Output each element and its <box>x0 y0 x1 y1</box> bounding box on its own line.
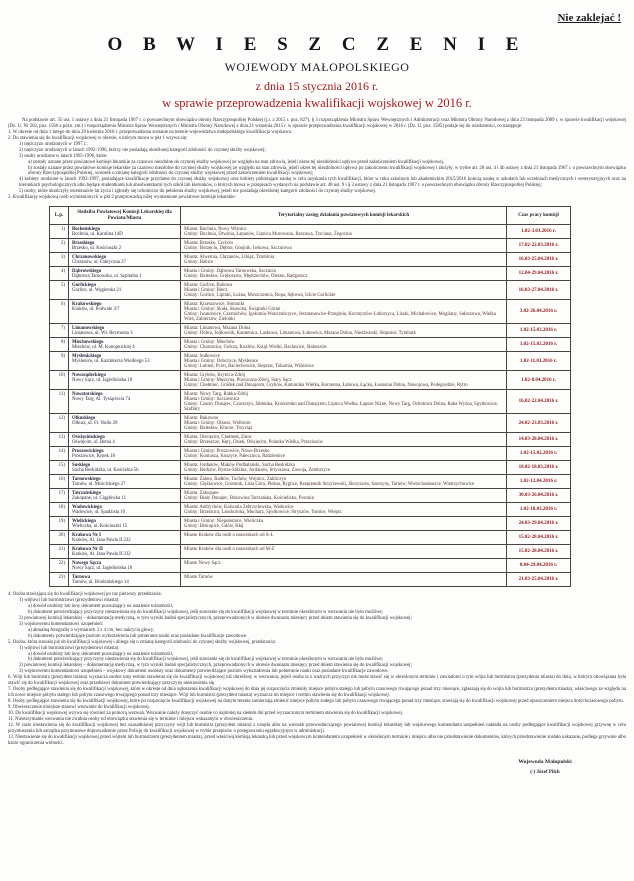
commission-name: Tatrzańskiego <box>72 490 101 496</box>
commission-seat-cell <box>69 281 181 300</box>
territory-line: Gminy: Bolesław, Klucze, Trzyciąż <box>184 425 253 431</box>
post-text-line: 11. Nieotrzymanie wezwania nie zwalnia osoby od obowiązku stawienia się w terminie i miejscu wskazanym w obwieszczeniu. <box>8 716 254 722</box>
territory-cell <box>181 503 507 517</box>
post-text-line: 3) wojskowemu komendantowi uzupełnień – wojskowy dokument osobisty oraz dokumenty potwierdzające poziom wykształcenia lub pobieranie nauki oraz posiadane kwalifikacje zawodowe. <box>19 669 389 675</box>
work-period-cell: 18.02-18.03.2016 r. <box>507 461 571 475</box>
table-row <box>50 390 571 414</box>
post-text-line: 5. Osoba, która stawała już do kwalifikacji wojskowej i ubiega się o zmianę kategorii zdolności do czynnej służby wojskowej, przedstawia: <box>8 639 277 645</box>
table-row <box>50 531 571 545</box>
header-time: Czas pracy komisji <box>507 207 571 225</box>
work-period-cell: 14.03-28.04.2016 r. <box>507 433 571 447</box>
work-period-cell: 21.03-25.04.2016 r. <box>507 573 571 587</box>
commission-address: Miechów, ul. M. Konopnickiej 4 <box>72 344 135 350</box>
territory-cell <box>181 239 507 253</box>
row-number-cell: 20) <box>50 531 69 545</box>
territory-cell <box>181 338 507 352</box>
commission-name: Krakowa Nr II <box>72 546 103 552</box>
work-period-cell: 24.02-23.03.2016 r. <box>507 414 571 433</box>
territory-line: Miasta: Gorlice, Bobowa <box>184 282 233 288</box>
table-header <box>50 207 571 225</box>
commission-address: Kraków, Al. Jana Pawła II 232 <box>72 551 131 557</box>
document-subject-line: w sprawie przeprowadzenia kwalifikacji wojskowej w 2016 r. <box>162 96 472 110</box>
row-number-cell: 19) <box>50 517 69 531</box>
territory-line: Miasta i Gminy: Skała, Skawina, Świątniki Górne <box>184 306 281 312</box>
row-number-cell: 14) <box>50 447 69 461</box>
post-text-line: 1) wójtowi lub burmistrzowi (prezydentowi miasta): <box>19 645 120 651</box>
commission-address: Gorlice, ul. Węgierska 21 <box>72 287 122 293</box>
post-text-line: 9. Obwieszczenie niniejsze stanowi wezwanie do kwalifikacji wojskowej. <box>8 704 150 710</box>
territory-line: Miasta: Grybów, Krynica-Zdrój <box>184 372 246 378</box>
territory-cell <box>181 352 507 371</box>
territory-cell <box>181 300 507 324</box>
commission-name: Krakowa Nr I <box>72 532 101 538</box>
territory-line: Gminy: Biały Dunajec, Bukowina Tatrzańska, Kościelisko, Poronin <box>184 495 315 501</box>
commission-name: Wielickiego <box>72 518 96 524</box>
territory-cell <box>181 371 507 390</box>
document-subtitle: WOJEWODY MAŁOPOLSKIEGO <box>224 60 410 74</box>
table-row <box>50 545 571 559</box>
work-period-cell: 1.02-15.03.2016 r. <box>507 324 571 338</box>
commission-seat-cell <box>69 352 181 371</box>
territory-cell <box>181 559 507 573</box>
territory-line: Gminy: Bolesław, Gręboszów, Mędrzechów, Olesno, Radgoszcz <box>184 273 308 279</box>
work-period-cell: 15.02-28.04.2016 r. <box>507 545 571 559</box>
row-number-cell: 12) <box>50 414 69 433</box>
territory-cell <box>181 281 507 300</box>
commission-name: Suskiego <box>72 462 91 468</box>
territory-cell <box>181 461 507 475</box>
header-seat: Siedziba Powiatowej Komisji Lekarskiej dla Powiatu/Miasta <box>69 207 181 225</box>
commission-address: Limanowa, ul. Wł. Reymonta 3 <box>72 330 133 336</box>
territory-line: Miasta: Krzeszowice, Słomniki <box>184 301 245 307</box>
commission-name: Proszowickiego <box>72 448 104 454</box>
commission-address: Wieliczka, ul. Kościuszki 15 <box>72 523 128 529</box>
territory-line: Miasta: Andrychów, Kalwaria Zebrzydowska, Wadowice <box>184 504 294 510</box>
territory-cell <box>181 573 507 587</box>
work-period-cell: 16.02-22.04.2016 r. <box>507 390 571 414</box>
post-text-line: 7. Osoby podlegające stawieniu się do kwalifikacji wojskowej, które w okresie od dnia ogłoszenia kwalifikacji wojskowej do dnia jej rozpoczęcia zmieniły miejsce pobytu stałego lub pobytu czasowego trwającego ponad trzy miesiące, zgłaszają się do wójta lub burmistrza (prezydenta miasta), właściwego ze względu na ich nowe miejsce pobytu stałego lub pobytu czasowego trwającego ponad trzy miesiące. Wójt lub burmistrz (prezydent miasta) wyznacza im miejsce i termin stawienia się do kwalifikacji wojskowej. <box>8 687 626 699</box>
preamble-line: 3) osoby urodzone w latach 1995-1996, które: <box>19 153 108 159</box>
row-number-cell: 15) <box>50 461 69 475</box>
territory-line: Gminy: Bochnia, Drwinia, Łapanów, Lipnica Murowana, Rzezawa, Trzciana, Żegocina <box>184 231 352 237</box>
commission-seat-cell <box>69 253 181 267</box>
commission-name: Myślenickiego <box>72 353 102 359</box>
row-number-cell: 3) <box>50 253 69 267</box>
row-number-cell: 4) <box>50 267 69 281</box>
territory-cell <box>181 253 507 267</box>
post-text-line: 2) powiatowej komisji lekarskiej – dokumentację medyczną, w tym wyniki badań specjalistycznych, przeprowadzonych w okresie dwunastu miesięcy przed dniem stawienia się do kwalifikacji wojskowej; <box>19 663 412 669</box>
preamble-line: Na podstawie art. 35 ust. 1 ustawy z dnia 21 listopada 1967 r. o powszechnym obowiązku obrony Rzeczypospolitej Polskiej (j.t. z 2015 r. poz. 827), § 3 rozporządzenia Ministra Spraw Wewnętrznych i Administracji oraz Ministra Obrony Narodowej z dnia 23 listopada 2009 r. w sprawie kwalifikacji wojskowej (Dz. U. Nr 202, poz. 1566 z późn. zm.) i rozporządzenia Ministra Spraw Wewnętrznych i Ministra Obrony Narodowej z dnia 21 września 2015 r. w sprawie przeprowadzenia kwalifikacji wojskowej w 2016 r. (Dz. U. poz. 1585) podaje się do wiadomości, co następuje: <box>8 118 626 129</box>
commission-name: Dąbrowskiego <box>72 268 102 274</box>
commission-seat-cell <box>69 239 181 253</box>
table-row <box>50 239 571 253</box>
territory-line: Miasta: Sułkowice <box>184 353 220 359</box>
row-number-cell: 9) <box>50 352 69 371</box>
commission-address: Oświęcim, ul. Bema 4 <box>72 439 115 445</box>
row-number-cell: 8) <box>50 338 69 352</box>
commission-name: Limanowskiego <box>72 325 105 331</box>
table-row <box>50 433 571 447</box>
commission-seat-cell <box>69 573 181 587</box>
signature-block <box>480 759 610 775</box>
preamble-line: 3. Kwalifikację wojskową osób wymienionych w pkt 2 przeprowadzą niżej wymienione powiatowe komisje lekarskie: <box>8 195 236 201</box>
row-number-cell: 18) <box>50 503 69 517</box>
table-row <box>50 475 571 489</box>
table-row <box>50 489 571 503</box>
territory-line: Miasta i Gminy: Niepołomice, Wieliczka <box>184 518 263 524</box>
territory-cell <box>181 324 507 338</box>
commission-address: Proszowice, Rynek 18 <box>72 453 115 459</box>
commission-address: Nowy Sącz, ul. Jagiellońska 18 <box>72 565 133 571</box>
preamble-line: 2) mężczyzn urodzonych w latach 1992-1996, którzy nie posiadają określonej kategorii zdolności do czynnej służby wojskowej; <box>19 147 266 153</box>
preamble-line: 5) osoby, które ukończyły osiemnaście lat życia i zgłosiły się ochotniczo do pełnienia służby wojskowej, jeżeli nie posiadają określonej kategorii zdolności do czynnej służby wojskowej. <box>19 189 377 195</box>
commissions-table <box>49 206 571 587</box>
commission-address: Olkusz, ul. Fr. Nullo 29 <box>72 420 118 426</box>
commission-seat-cell <box>69 503 181 517</box>
work-period-cell: 1.02-3.03.2016 r. <box>507 225 571 239</box>
work-period-cell: 17.02-22.03.2016 r. <box>507 239 571 253</box>
commission-name: Oświęcimskiego <box>72 434 105 440</box>
territory-cell <box>181 517 507 531</box>
commission-address: Tarnów, ul. Brodzińskiego 14 <box>72 579 129 585</box>
do-not-seal-note: Nie zaklejać ! <box>557 12 621 24</box>
commission-address: Tarnów, ul. Mościckiego 27 <box>72 481 126 487</box>
work-period-cell: 1.02-8.04.2016 r. <box>507 371 571 390</box>
territory-line: Miasta i Gminy: Szczawnica <box>184 396 240 402</box>
commission-name: Tarnowskiego <box>72 476 101 482</box>
post-text-line: a) dowód osobisty lub inny dokument pozwalający na ustalenie tożsamości, <box>28 651 174 657</box>
table-row <box>50 352 571 371</box>
row-number-cell: 22) <box>50 559 69 573</box>
territory-line: Gminy: Borzęcin, Dębno, Gnojnik, Iwkowa, Szczurowa <box>184 245 292 251</box>
table-row <box>50 253 571 267</box>
post-text-line: 12. W razie niestawienia się do kwalifikacji wojskowej bez uzasadnionej przyczyny wójt lub burmistrz (prezydent miasta) z urzędu albo na wniosek przewodniczącego powiatowej komisji lekarskiej lub wojskowego komendanta uzupełnień nakłada na osoby podlegające kwalifikacji wojskowej grzywnę w celu przymuszenia lub zarządza przymusowe doprowadzenie przez Policję do kwalifikacji wojskowej w trybie przepisów o postępowaniu egzekucyjnym w administracji. <box>8 722 626 734</box>
post-text-line: 3) wojskowemu komendantowi uzupełnień: <box>19 621 104 627</box>
preamble-line: 1) mężczyzn urodzonych w 1997 r.; <box>19 141 88 147</box>
territory-cell <box>181 390 507 414</box>
territory-cell <box>181 225 507 239</box>
post-text-line: a) aktualną fotografię o wymiarach 3 x 4 cm, bez nakrycia głowy, <box>28 627 155 633</box>
territory-line: Gminy: Koniusza, Koszyce, Pałecznica, Radziemice <box>184 453 285 459</box>
commission-seat-cell <box>69 324 181 338</box>
commission-address: Nowy Targ, Al. Tysiąclecia 74 <box>72 396 131 402</box>
territory-line: Miasto Nowy Sącz <box>184 560 221 566</box>
commission-name: Krakowskiego <box>72 301 102 307</box>
work-period-cell: 24.03-29.04.2016 r. <box>507 517 571 531</box>
territory-line: Miasta: Jordanów, Maków Podhalański, Sucha Beskidzka <box>184 462 295 468</box>
table-row <box>50 225 571 239</box>
work-period-cell: 8.04-29.04.2016 r. <box>507 559 571 573</box>
post-text-line: 13. Niestawienie się do kwalifikacji wojskowej przed wójtem lub burmistrzem (prezydentem miasta), przed właściwą komisją lekarską lub przed wojskowym komendantem uzupełnień w określonym terminie i miejscu albo nie przedstawienie dokumentów, których przedstawienie zostało nakazane, podlega grzywnie albo karze ograniczenia wolności. <box>8 734 626 746</box>
row-number-cell: 17) <box>50 489 69 503</box>
table-body <box>50 225 571 587</box>
post-text-line: 4. Osoba stawiająca się do kwalifikacji wojskowej po raz pierwszy przedstawia: <box>8 592 162 598</box>
work-period-cell: 15.02-28.04.2016 r. <box>507 531 571 545</box>
table-row <box>50 517 571 531</box>
territory-line: Miasta i Gminy: Biecz <box>184 287 228 293</box>
commission-seat-cell <box>69 414 181 433</box>
commission-address: Myślenice, ul. Kazimierza Wielkiego 53 <box>72 358 150 364</box>
territory-cell <box>181 267 507 281</box>
territory-line: Miasta: Żabno, Radłów, Tuchów, Wojnicz, Zakliczyn <box>184 476 287 482</box>
commission-seat-cell <box>69 300 181 324</box>
table-row <box>50 371 571 390</box>
commission-name: Wadowickiego <box>72 504 102 510</box>
territory-line: Gminy: Iwanowice, Czernichów, Igołomia-Wawrzeńczyce, Jerzmanowice-Przeginia, Kocmyrzów-Luborzyca, Liszki, Michałowice, Mogilany, Sułoszowa, Wielka Wieś, Zabierzów, Zielonki <box>184 311 496 322</box>
territory-line: Gminy: Dobra, Jodłownik, Kamienica, Laskowa, Limanowa, Łukowica, Mszana Dolna, Niedźwiedź, Słopnice, Tymbark <box>184 330 416 336</box>
commission-address: Nowy Sącz, ul. Jagiellońska 18 <box>72 377 133 383</box>
commission-seat-cell <box>69 517 181 531</box>
territory-line: Gminy: Chełmiec, Gródek nad Dunajcem, Grybów, Kamionka Wielka, Korzenna, Łabowa, Łącko, Łososina Dolna, Nawojowa, Podegrodzie, Rytro <box>184 382 468 388</box>
territory-line: Miasto Kraków dla osób o nazwiskach od M-Ż <box>184 546 275 552</box>
territory-cell <box>181 531 507 545</box>
territory-line: Miasta i Gminy: Miechów <box>184 339 235 345</box>
commission-address: Kraków, Al. Jana Pawła II 232 <box>72 537 131 543</box>
territory-line: Miasta i Gminy: Proszowice, Nowe Brzesko <box>184 448 270 454</box>
territory-cell <box>181 433 507 447</box>
territory-line: Miasta i Gminy: Dąbrowa Tarnowska, Szczucin <box>184 268 277 274</box>
territory-line: Miasto Tarnów <box>184 574 214 580</box>
commission-seat-cell <box>69 338 181 352</box>
commission-seat-cell <box>69 267 181 281</box>
commission-name: Chrzanowskiego <box>72 254 107 260</box>
row-number-cell: 6) <box>50 300 69 324</box>
territory-cell <box>181 545 507 559</box>
territory-line: Miasta: Brzesko, Czchów <box>184 240 234 246</box>
work-period-cell: 1.02-15.02.2016 r. <box>507 447 571 461</box>
commission-name: Tarnowa <box>72 574 91 580</box>
territory-line: Gminy: Gorlice, Lipinki, Łużna, Moszczenica, Ropa, Sękowa, Uście Gorlickie <box>184 292 336 298</box>
row-number-cell: 1) <box>50 225 69 239</box>
header-lp: L.p. <box>50 207 69 225</box>
post-text-line: 6. Wójt lub burmistrz (prezydent miasta) wyznacza osobie inny termin stawienia się do kwalifikacji wojskowej niż określony w wezwaniu, jeżeli osoba ta z ważnych przyczyn nie może stawić się w określonym terminie i zawiadomi o tym wójta lub burmistrza (prezydenta miasta) do dnia, w którym obowiązana była stawić się do kwalifikacji wojskowej oraz przedstawi dokument potwierdzający przyczyny niestawienia się. <box>8 675 626 687</box>
territory-line: Miasta i Gminy: Dobczyce, Myślenice <box>184 358 259 364</box>
commission-name: Brzeskiego <box>72 240 95 246</box>
work-period-cell: 1.02-18.03.2016 r. <box>507 503 571 517</box>
territory-line: Gminy: Brzeźnica, Lanckorona, Mucharz, Spytkowice, Stryszów, Tomice, Wieprz <box>184 509 342 515</box>
preamble-text <box>8 118 626 201</box>
commission-name: Olkuskiego <box>72 415 96 421</box>
commission-address: Dąbrowa Tarnowska, ul. Szpitalna 1 <box>72 273 142 279</box>
post-text-line: a) dowód osobisty lub inny dokument pozwalający na ustalenie tożsamości, <box>28 604 174 609</box>
territory-line: Miasta: Bukowno <box>184 415 219 421</box>
preamble-line: b) zostały uznane przez powiatowe komisje lekarskie za czasowo niezdolne do czynnej służby wojskowej ze względu na stan zdrowia, jeżeli okres tej niezdolności upływa po zakończeniu kwalifikacji wojskowej i złożyły, w trybie art. 28 ust. 4 i 4b ustawy z dnia 21 listopada 1967 r. o powszechnym obowiązku obrony Rzeczypospolitej Polskiej, wniosek o zmianę kategorii zdolności do czynnej służby wojskowej przed zakończeniem kwalifikacji wojskowej; <box>28 165 626 177</box>
post-text-line: b) dokumenty potwierdzające poziom wykształcenia lub pobieranie nauki oraz posiadane kwalifikacje zawodowe. <box>28 633 248 639</box>
work-period-cell: 1.02-11.03.2016 r. <box>507 352 571 371</box>
row-number-cell: 16) <box>50 475 69 489</box>
territory-line: Gminy: Biskupice, Gdów, Kłaj <box>184 523 244 529</box>
territory-line: Gminy: Charsznica, Gołcza, Kozłów, Książ Wielki, Racławice, Słaboszów <box>184 344 328 350</box>
commission-seat-cell <box>69 390 181 414</box>
commission-seat-cell <box>69 371 181 390</box>
table-row <box>50 267 571 281</box>
table-row <box>50 281 571 300</box>
work-period-cell: 30.03-26.04.2016 r. <box>507 489 571 503</box>
post-text-line: b) dokument potwierdzający przyczyny niestawienia się do kwalifikacji wojskowej, jeśli stawienie się do kwalifikacji wojskowej w terminie określonym w wezwaniu nie było możliwe; <box>28 609 384 615</box>
table-row <box>50 338 571 352</box>
territory-line: Miasta: Alwernia, Chrzanów, Libiąż, Trzebinia <box>184 254 275 260</box>
post-text-line: b) dokument potwierdzający przyczyny niestawienia się do kwalifikacji wojskowej, jeśli stawienie się do kwalifikacji wojskowej w terminie określonym w wezwaniu nie było możliwe; <box>28 657 384 663</box>
row-number-cell: 10) <box>50 371 69 390</box>
commission-seat-cell <box>69 461 181 475</box>
work-period-cell: 16.03-25.04.2016 r. <box>507 253 571 267</box>
territory-line: Miasta: Oświęcim, Chełmek, Zator <box>184 434 252 440</box>
table-row <box>50 573 571 587</box>
table-row <box>50 414 571 433</box>
territory-line: Miasta: Bochnia, Nowy Wiśnicz <box>184 226 247 232</box>
territory-line: Miasta: Limanowa, Mszana Dolna <box>184 325 251 331</box>
commission-seat-cell <box>69 531 181 545</box>
territory-line: Gminy: Brzeszcze, Kęty, Osiek, Oświęcim, Polanka Wielka, Przeciszów <box>184 439 324 445</box>
preamble-line: 4) kobiety urodzone w latach 1992-1997, posiadające kwalifikacje przydatne do czynnej służby wojskowej oraz kobiety pobierające naukę w celu uzyskania tych kwalifikacji, które w roku szkolnym lub akademickim 2015/2016 kończą naukę w szkołach lub uczelniach medycznych i weterynaryjnych oraz na kierunkach psychologicznych albo będące studentkami lub absolwentkami tych szkół lub kierunków, o których mowa w przepisach wydanych na podstawie art. 48 ust. 9 i § 2 ustawy z dnia 21 listopada 1967 r. o powszechnym obowiązku obrony Rzeczypospolitej Polskiej; <box>19 177 626 189</box>
row-number-cell: 7) <box>50 324 69 338</box>
row-number-cell: 23) <box>50 573 69 587</box>
preamble-line: a) zostały uznane przez powiatowe komisje lekarskie za czasowo niezdolne do czynnej służby wojskowej ze względu na stan zdrowia, jeżeli okres tej niezdolności upływa przed zakończeniem kwalifikacji wojskowej, <box>28 159 444 165</box>
row-number-cell: 13) <box>50 433 69 447</box>
commission-seat-cell <box>69 225 181 239</box>
document-date-line: z dnia 15 stycznia 2016 r. <box>255 79 379 93</box>
territory-line: Gminy: Czarny Dunajec, Czorsztyn, Jabłonka, Krościenko nad Dunajcem, Lipnica Wielka, Łapsze Niżne, Nowy Targ, Ochotnica Dolna, Raba Wyżna, Spytkowice, Szaflary <box>184 401 498 412</box>
territory-line: Miasta i Gminy: Muszyna, Piwniczna-Zdrój, Stary Sącz <box>184 377 292 383</box>
post-text-line: 2) powiatowej komisji lekarskiej – dokumentację medyczną, w tym wyniki badań specjalistycznych, przeprowadzonych w okresie dwunastu miesięcy przed dniem stawienia się do kwalifikacji wojskowej; <box>19 615 412 621</box>
row-number-cell: 5) <box>50 281 69 300</box>
commission-address: Wadowice, ul. Spadzista 10 <box>72 509 126 515</box>
post-text-line: 8. Osoby podlegające stawieniu się do kwalifikacji wojskowej, które po rozpoczęciu kwalifikacji wojskowej na danym terenie zamierzają zmienić miejsce pobytu stałego lub pobytu czasowego trwającego ponad trzy miesiące, stawiają się do kwalifikacji wojskowej przed opuszczeniem miejsca dotychczasowego pobytu. <box>8 699 624 704</box>
territory-line: Gminy: Lubień, Pcim, Raciechowice, Siepraw, Tokarnia, Wiśniowa <box>184 363 314 369</box>
commission-address: Zakopane, ul. Ciągłówka 11 <box>72 495 127 501</box>
commission-seat-cell <box>69 545 181 559</box>
header-territory: Terytorialny zasięg działania powiatowych komisji lekarskich <box>181 207 507 225</box>
commission-name: Nowosądeckiego <box>72 372 106 378</box>
commission-seat-cell <box>69 433 181 447</box>
commission-address: Kraków, ul. Podwale 3/7 <box>72 306 120 312</box>
territory-line: Miasta: Zakopane <box>184 490 219 496</box>
work-period-cell: 1.02-15.02.2016 r. <box>507 338 571 352</box>
preamble-line: 2. Do stawienia się do kwalifikacji wojskowej w okresie, o którym mowa w pkt 1 wzywa się: <box>8 135 188 141</box>
row-number-cell: 2) <box>50 239 69 253</box>
table-row <box>50 447 571 461</box>
territory-line: Gminy: Ciężkowice, Gromnik, Lisia Góra, Pleśna, Ryglice, Rzepiennik Strzyżewski, Skrzyszów, Szerzyny, Tarnów, Wierzchosławice, Wietrzychowice <box>184 481 475 487</box>
commission-seat-cell <box>69 447 181 461</box>
commission-seat-cell <box>69 475 181 489</box>
territory-cell <box>181 447 507 461</box>
post-table-text <box>8 592 626 746</box>
table-row <box>50 503 571 517</box>
territory-line: Miasto Kraków dla osób o nazwiskach od A-Ł <box>184 532 274 538</box>
territory-line: Miasta: Nowy Targ, Rabka-Zdrój <box>184 391 248 397</box>
territory-cell <box>181 414 507 433</box>
territory-line: Miasta i Gminy: Olkusz, Wolbrom <box>184 420 251 426</box>
commission-name: Nowego Sącza <box>72 560 102 566</box>
table-row <box>50 559 571 573</box>
post-text-line: 1) wójtowi lub burmistrzowi (prezydentowi miasta): <box>19 598 120 604</box>
work-period-cell: 3.02-26.04.2016 r. <box>507 300 571 324</box>
commission-address: Brzesko, ul. Kościuszki 2 <box>72 245 122 251</box>
table-row <box>50 461 571 475</box>
commission-name: Miechowskiego <box>72 339 104 345</box>
commission-seat-cell <box>69 489 181 503</box>
work-period-cell: 16.03-27.04.2016 r. <box>507 281 571 300</box>
commission-name: Bocheńskiego <box>72 226 100 232</box>
commission-address: Bochnia, ul. Karolina 14D <box>72 231 123 237</box>
work-period-cell: 12.04-29.04.2016 r. <box>507 267 571 281</box>
document-title: O B W I E S Z C Z E N I E <box>107 34 527 55</box>
territory-line: Gminy: Babice <box>184 259 214 265</box>
table-header-row <box>50 207 571 225</box>
preamble-line: 1. W okresie od dnia 1 lutego do dnia 29 kwietnia 2016 r. przeprowadzona zostanie na terenie województwa małopolskiego kwalifikacja wojskowa. <box>8 129 292 135</box>
territory-cell <box>181 475 507 489</box>
signature-name: (-) Józef Pilch <box>530 769 560 775</box>
commission-name: Gorlickiego <box>72 282 96 288</box>
table-row <box>50 324 571 338</box>
commission-name: Nowotarskiego <box>72 391 103 397</box>
signature-title: Wojewoda Małopolski <box>518 758 572 765</box>
territory-cell <box>181 489 507 503</box>
post-text-line: 10. Do kwalifikacji wojskowej wzywa się również za pomocą wezwań. Wezwanie należy doręczyć osobie co najmniej na siedem dni przed wyznaczonym terminem stawienia się do kwalifikacji wojskowej. <box>8 710 403 716</box>
commission-address: Chrzanów, ul. Fabryczna 27 <box>72 259 126 265</box>
row-number-cell: 21) <box>50 545 69 559</box>
table-row <box>50 300 571 324</box>
commission-address: Sucha Beskidzka, ul. Kościelna 5b <box>72 467 139 473</box>
row-number-cell: 11) <box>50 390 69 414</box>
work-period-cell: 1.02-12.04.2016 r. <box>507 475 571 489</box>
commission-seat-cell <box>69 559 181 573</box>
territory-line: Gminy: Budzów, Bystra-Sidzina, Jordanów, Stryszawa, Zawoja, Zembrzyce <box>184 467 331 473</box>
